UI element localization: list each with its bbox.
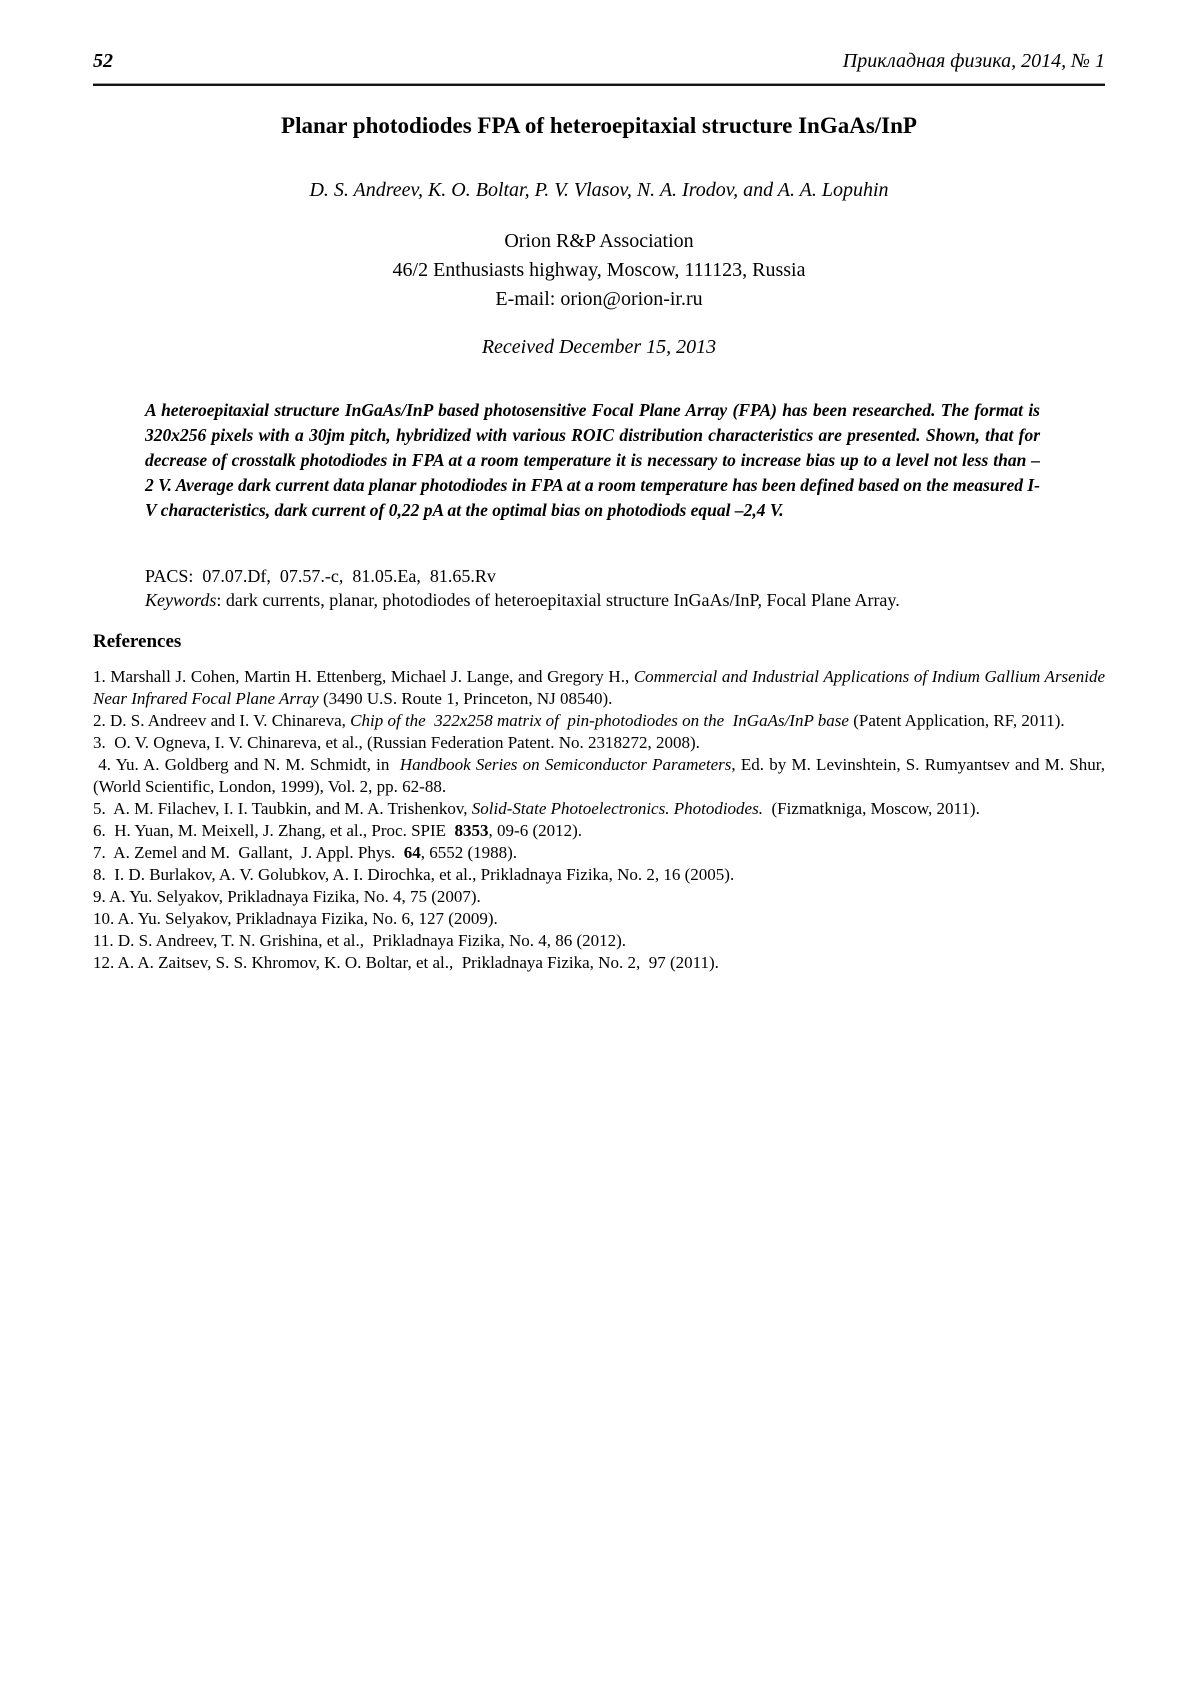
reference-segment: , 09-6 (2012).	[488, 821, 583, 840]
reference-item	[93, 908, 1105, 930]
reference-segment: 3. O. V. Ogneva, I. V. Chinareva, et al., (Russian Federation Patent. No. 2318272, 2008).	[93, 733, 700, 752]
reference-item	[93, 864, 1105, 886]
reference-segment: Solid-State Photoelectronics. Photodiodes.	[471, 799, 763, 818]
received-date: Received December 15, 2013	[481, 336, 717, 358]
reference-item	[93, 886, 1105, 908]
affiliation-block	[93, 227, 1105, 314]
reference-segment: Commercial and Industrial Applications of Indium Gallium Arsenide Near Infrared Focal Plane Array	[93, 667, 1110, 708]
reference-segment: (Patent Application, RF, 2011).	[848, 711, 1065, 730]
reference-item	[93, 842, 1105, 864]
reference-segment: 8353	[454, 821, 489, 840]
reference-segment: (Fizmatkniga, Moscow, 2011).	[762, 799, 980, 818]
reference-segment: 5. A. M. Filachev, I. I. Taubkin, and M. A. Trishenkov,	[93, 799, 472, 818]
authors-line: D. S. Andreev, K. O. Boltar, P. V. Vlasov, N. A. Irodov, and A. A. Lopuhin	[309, 179, 889, 201]
reference-segment: 9. A. Yu. Selyakov, Prikladnaya Fizika, No. 4, 75 (2007).	[93, 887, 481, 906]
abstract-text: A heteroepitaxial structure InGaAs/InP based photosensitive Focal Plane Array (FPA) has been researched. The format is 320x256 pixels with a 30jm pitch, hybridized with various ROIC distribution characteristics are presented. Shown, that for decrease of crosstalk photodiodes in FPA at a room temperature it is necessary to increase bias up to a level not less than – 2 V. Average dark current data planar photodiodes in FPA at a room temperature has been defined based on the measured I-V characteristics, dark current of 0,22 pA at the optimal bias on photodiods equal –2,4 V.	[145, 400, 1040, 520]
reference-item	[93, 754, 1110, 798]
reference-item	[93, 710, 1105, 732]
keywords-text: : dark currents, planar, photodiodes of heteroepitaxial structure InGaAs/InP, Focal Plane Array.	[216, 590, 900, 610]
reference-item	[93, 798, 1105, 820]
reference-segment: 10. A. Yu. Selyakov, Prikladnaya Fizika, No. 6, 127 (2009).	[93, 909, 498, 928]
reference-item	[93, 952, 1105, 974]
reference-segment: 8. I. D. Burlakov, A. V. Golubkov, A. I. Dirochka, et al., Prikladnaya Fizika, No. 2, 16 (2005).	[93, 865, 735, 884]
reference-segment: 11. D. S. Andreev, T. N. Grishina, et al., Prikladnaya Fizika, No. 4, 86 (2012).	[93, 931, 627, 950]
reference-segment: 12. A. A. Zaitsev, S. S. Khromov, K. O. Boltar, et al., Prikladnaya Fizika, No. 2, 97 (2011).	[93, 953, 719, 972]
running-header	[93, 50, 1105, 72]
affiliation-name: Orion R&P Association	[504, 230, 694, 252]
reference-segment: 7. A. Zemel and M. Gallant, J. Appl. Phys.	[93, 843, 404, 862]
keywords-line	[145, 589, 1105, 612]
reference-segment: 6. H. Yuan, M. Meixell, J. Zhang, et al., Proc. SPIE	[93, 821, 455, 840]
article-title: Planar photodiodes FPA of heteroepitaxial structure InGaAs/InP	[281, 113, 917, 138]
reference-segment: , 6552 (1988).	[420, 843, 518, 862]
pacs-line: PACS: 07.07.Df, 07.57.-c, 81.05.Ea, 81.65.Rv	[145, 566, 496, 586]
reference-item	[93, 732, 1105, 754]
reference-segment: 1. Marshall J. Cohen, Martin H. Ettenberg, Michael J. Lange, and Gregory H.,	[93, 667, 634, 686]
reference-segment: 64	[403, 843, 421, 862]
references-heading: References	[93, 631, 182, 652]
keywords-label: Keywords	[145, 590, 217, 610]
reference-item	[93, 930, 1105, 952]
reference-segment: , Ed. by M. Levinshtein, S. Rumyantsev and M. Shur, (World Scientific, London, 1999), Vol. 2, pp. 62-88.	[93, 755, 1110, 796]
reference-segment: Handbook Series on Semiconductor Parameters	[399, 755, 732, 774]
reference-segment: (3490 U.S. Route 1, Princeton, NJ 08540).	[318, 689, 613, 708]
reference-item	[93, 820, 1105, 842]
reference-item	[93, 666, 1110, 710]
reference-segment: Chip of the 322x258 matrix of pin-photodiodes on the InGaAs/InP base	[350, 711, 849, 730]
page-number: 52	[93, 50, 113, 72]
journal-title: Прикладная физика, 2014, № 1	[842, 50, 1105, 72]
affiliation-email: E-mail: orion@orion-ir.ru	[495, 288, 703, 310]
header-rule	[93, 83, 1105, 86]
affiliation-address: 46/2 Enthusiasts highway, Moscow, 111123, Russia	[392, 259, 806, 281]
reference-segment: 2. D. S. Andreev and I. V. Chinareva,	[93, 711, 351, 730]
reference-segment: 4. Yu. A. Goldberg and N. M. Schmidt, in	[93, 755, 400, 774]
references-list	[93, 666, 1110, 974]
